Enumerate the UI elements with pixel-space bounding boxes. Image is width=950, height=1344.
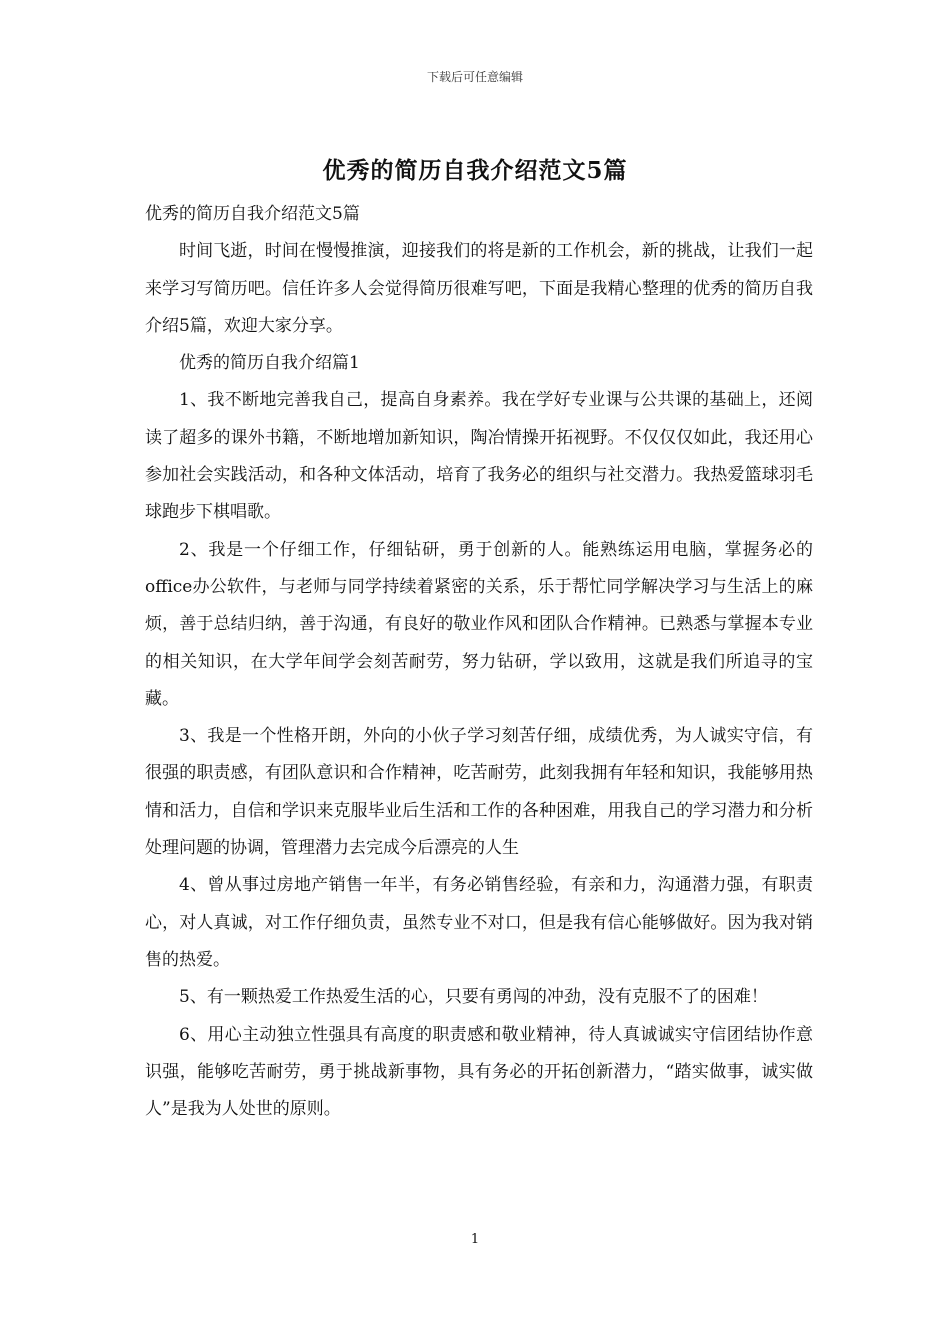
body-paragraph: 4、曾从事过房地产销售一年半，有务必销售经验，有亲和力，沟通潜力强，有职责心，对人真诚，对工作仔细负责，虽然专业不对口，但是我有信心能够做好。因为我对销售的热爱。 <box>145 875 813 970</box>
intro-paragraph: 时间飞逝，时间在慢慢推演，迎接我们的将是新的工作机会，新的挑战，让我们一起来学习写简历吧。信任许多人会觉得简历很难写吧，下面是我精心整理的优秀的简历自我介绍5篇，欢迎大家分享。 <box>145 241 813 336</box>
body-paragraph: 1、我不断地完善我自己，提高自身素养。我在学好专业课与公共课的基础上，还阅读了超多的课外书籍，不断地增加新知识，陶冶情操开拓视野。不仅仅仅如此，我还用心参加社会实践活动，和各种文体活动，培育了我务必的组织与社交潜力。我热爱篮球羽毛球跑步下棋唱歌。 <box>145 390 813 523</box>
document-body <box>145 196 813 1128</box>
body-paragraph: 5、有一颗热爱工作热爱生活的心，只要有勇闯的冲劲，没有克服不了的困难！ <box>179 987 768 1008</box>
body-paragraph: 3、我是一个性格开朗，外向的小伙子学习刻苦仔细，成绩优秀，为人诚实守信，有很强的职责感，有团队意识和合作精神，吃苦耐劳，此刻我拥有年轻和知识，我能够用热情和活力，自信和学识来克服毕业后生活和工作的各种困难，用我自己的学习潜力和分析处理问题的协调，管理潜力去完成今后漂亮的人生 <box>145 726 813 859</box>
body-paragraph: 2、我是一个仔细工作，仔细钻研，勇于创新的人。能熟练运用电脑，掌握务必的office办公软件，与老师与同学持续着紧密的关系，乐于帮忙同学解决学习与生活上的麻烦，善于总结归纳，善于沟通，有良好的敬业作风和团队合作精神。已熟悉与掌握本专业的相关知识，在大学年间学会刻苦耐劳，努力钻研，学以致用，这就是我们所追寻的宝藏。 <box>145 539 813 709</box>
document-title: 优秀的简历自我介绍范文5篇 <box>322 157 628 184</box>
body-paragraph: 6、用心主动独立性强具有高度的职责感和敬业精神，待人真诚诚实守信团结协作意识强，能够吃苦耐劳，勇于挑战新事物，具有务必的开拓创新潜力，“踏实做事，诚实做人”是我为人处世的原则。 <box>145 1024 813 1120</box>
section-heading: 优秀的简历自我介绍篇1 <box>179 353 360 374</box>
page-number: 1 <box>470 1232 480 1247</box>
page-header: 下载后可任意编辑 <box>426 70 523 84</box>
subtitle-line: 优秀的简历自我介绍范文5篇 <box>145 204 360 224</box>
